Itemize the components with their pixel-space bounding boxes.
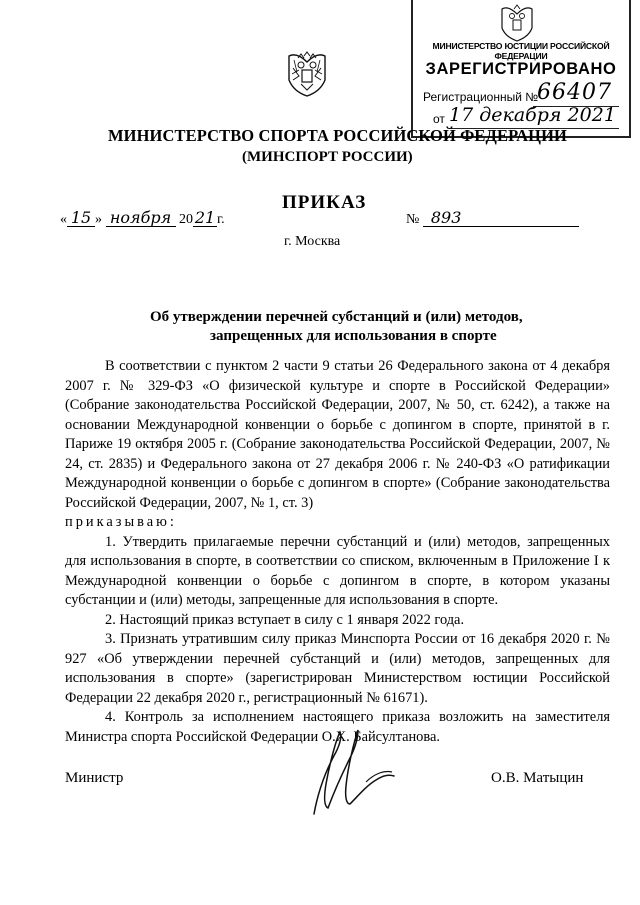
item-4: 4. Контроль за исполнением настоящего приказа возложить на заместителя Министра спорта Российской Федерации О.Х. Байсултанова. [65,709,610,745]
order-word: приказываю: [65,514,177,530]
title-line-2: запрещенных для использования в спорте [210,328,497,344]
date-year-prefix: 20 [179,212,193,227]
number-value: 893 [423,210,579,227]
order-number [406,210,579,228]
registration-stamp [411,0,631,138]
order-body [65,357,610,747]
stamp-ministry: МИНИСТЕРСТВО ЮСТИЦИИ РОССИЙСКОЙ ФЕДЕРАЦИИ [432,41,610,61]
date-open-quote: « [60,212,67,227]
item-2: 2. Настоящий приказ вступает в силу с 1 января 2022 года. [105,611,465,628]
coat-of-arms-icon [285,50,329,98]
stamp-date-prefix: от [433,112,445,126]
date-close-quote: » [95,212,102,227]
date-day: 15 [67,210,95,227]
stamp-regnum-value: 66407 [537,80,612,105]
item-3: 3. Признать утратившим силу приказ Минспорта России от 16 декабря 2020 г. № 927 «Об утверждении перечней субстанций и (или) методов, запрещенных для использования в спорте» (зарегистрирован Министерством юстиции Российской Федерации 22 декабря 2020 г., регистрационный № 61671). [65,631,610,706]
date-month: ноября [106,210,176,227]
stamp-coat-of-arms-icon [499,4,535,42]
order-date [60,210,225,228]
stamp-date-value: 17 декабря 2021 [449,104,616,126]
signature-icon [296,722,406,822]
ministry-name: МИНИСТЕРСТВО СПОРТА РОССИЙСКОЙ ФЕДЕРАЦИИ [108,126,567,145]
order-title [120,308,550,346]
city: г. Москва [284,234,341,249]
signatory-name: О.В. Матыцин [491,770,584,786]
document-type: ПРИКАЗ [282,192,367,213]
number-label: № [406,212,420,227]
date-year-suffix: 21 [194,208,216,227]
date-year-mark: г. [217,212,225,227]
signatory-position: Министр [65,770,124,786]
stamp-regnum-label: Регистрационный № [423,90,539,104]
preamble: В соответствии с пунктом 2 части 9 статьи 26 Федерального закона от 4 декабря 2007 г. № 329-ФЗ «О физической культуре и спорте в Российской Федерации» (Собрание законодательства Российской Федерации, 2007, № 50, ст. 6242), а также на основании Международной конвенции о борьбе с допингом в спорте, принятой в г. Париже 19 октября 2005 г. (Собрание законодательства Российской Федерации, 2007, № 24, ст. 2835) и Федерального закона от 27 декабря 2006 г. № 240-ФЗ «О ратификации Международной конвенции о борьбе с допингом в спорте» (Собрание законодательства Российской Федерации, 2007, № 1, ст. 3) [65,358,610,511]
ministry-short-name: (МИНСПОРТ РОССИИ) [242,149,413,165]
title-line-1: Об утверждении перечней субстанций и (или) методов, [150,309,523,325]
item-1: 1. Утвердить прилагаемые перечни субстанций и (или) методов, запрещенных для использования в спорте, в соответствии со списком, включенным в Приложение I к Международной конвенции о борьбе с допингом в спорте, в котором указаны субстанции и (или) методы, запрещенные для использования в спорте. [65,533,610,608]
stamp-registered: ЗАРЕГИСТРИРОВАНО [425,60,617,78]
